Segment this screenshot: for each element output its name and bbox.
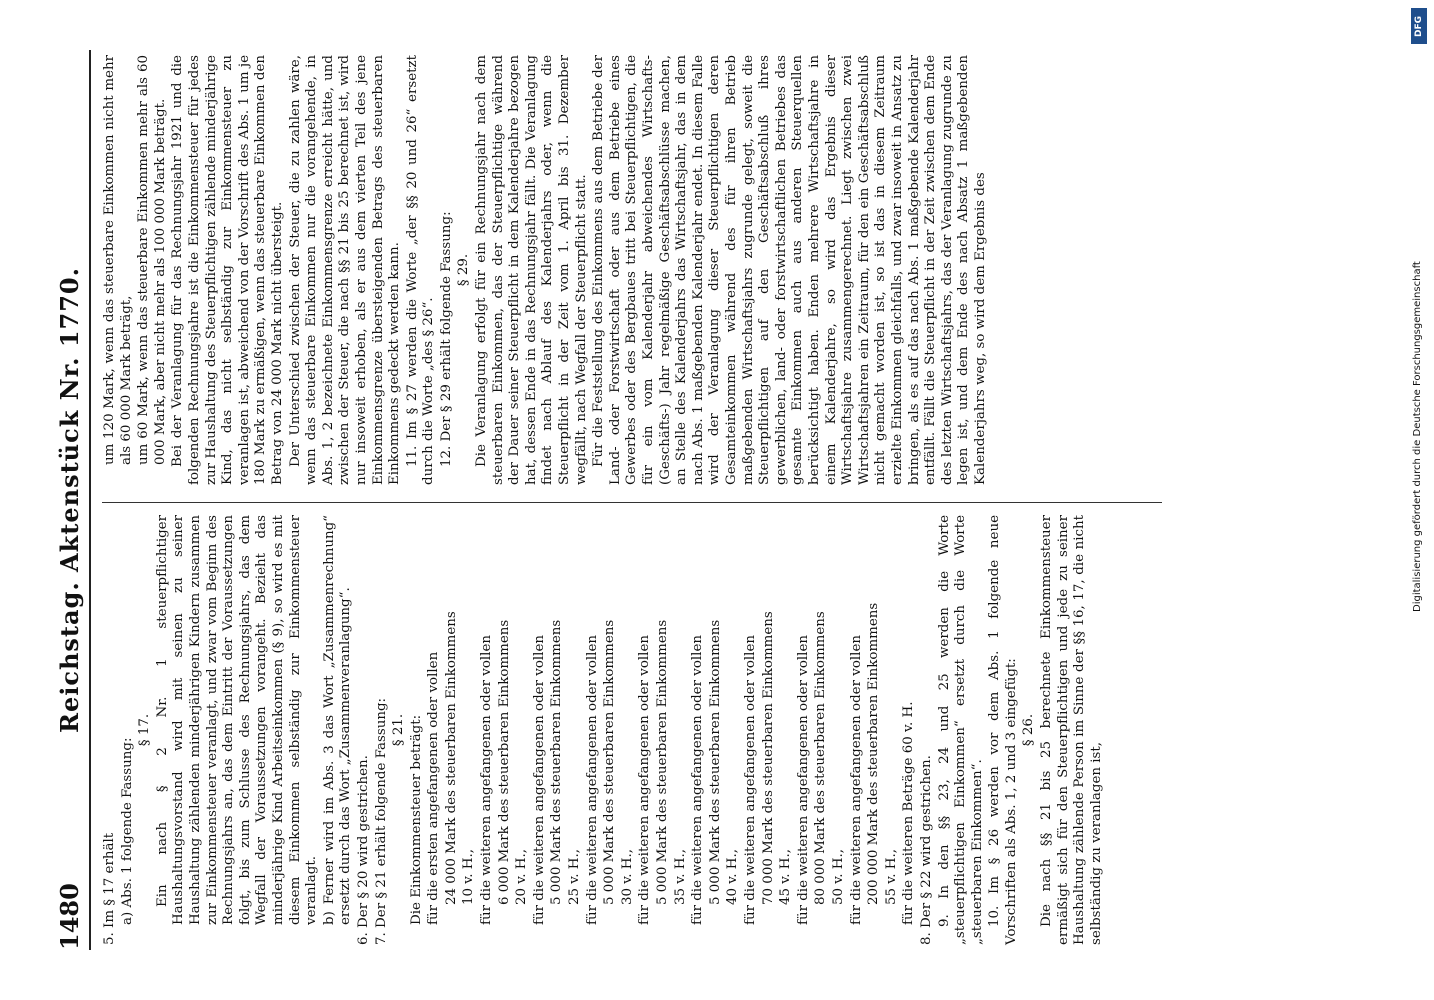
rate-row-8-percent: 50 v. H., — [830, 849, 846, 905]
digitization-note: Digitalisierung gefördert durch die Deutsche Forschungsgemeinschaft — [1412, 261, 1423, 612]
section-29-para-1: Die Veranlagung erfolgt für ein Rechnungsjahr nach dem steuerbaren Einkommen, das der Steuerpflichtige während der Dauer seiner Steuerpflicht in dem Kalenderjahre bezogen hat, dessen Ende in das Rechnungsjahr fällt. Die Veranlagung findet nach Ablauf des Kalenderjahrs oder, wenn die Steuerpflicht in der Zeit vom 1. April bis 31. Dezember wegfällt, nach Wegfall der Steuerpflicht statt. — [474, 55, 589, 485]
section-heading-26: § 26. — [1021, 713, 1037, 747]
page-header — [55, 50, 91, 950]
item-10: 10. Im § 26 werden vor dem Abs. 1 folgende neue Vorschriften als Abs. 1, 2 und 3 eingefügt: — [987, 515, 1019, 945]
reduction-1921: Bei der Veranlagung für das Rechnungsjahr 1921 und die folgenden Rechnungsjahre ist die Einkommensteuer für jedes zur Haushaltung des Steuerpflichtigen zählende minderjährige Kind, das nicht selbständig zur Einkommensteuer zu veranlagen ist, abweichend von der Vorschrift des Abs. 1 um je 180 Mark zu ermäßigen, wenn das steuerbare Einkommen den Betrag von 24 000 Mark nicht übersteigt. — [170, 55, 285, 485]
rate-row-1-lead: für die ersten angefangenen oder vollen — [426, 651, 442, 925]
section-26-text: Die nach §§ 21 bis 25 berechnete Einkommensteuer ermäßigt sich für den Steuerpflichtigen und jede zu seiner Haushaltung zählende Person im Sinne der §§ 16, 17, die nicht selbständig zu veranlagen ist, — [1039, 515, 1104, 945]
rate-row-3-lead: für die weiteren angefangenen oder vollen — [531, 634, 547, 925]
dfg-logo: DFG — [1411, 8, 1427, 44]
item-7: 7. Der § 21 erhält folgende Fassung: — [373, 697, 389, 945]
rate-row-1-percent: 10 v. H., — [461, 849, 477, 905]
rate-row-7-amount: 70 000 Mark des steuerbaren Einkommens — [760, 611, 776, 905]
rate-row-5-lead: für die weiteren angefangenen oder vollen — [637, 634, 653, 925]
section-29-para-2: Für die Feststellung des Einkommens aus dem Betriebe der Land- oder Forstwirtschaft oder aus dem Betriebe eines Gewerbes oder des Bergbaues tritt bei Steuerpflichtigen, die für ein vom Kalenderjahr abweichendes Wirtschafts- (Geschäfts-) Jahr regelmäßige Geschäftsabschlüsse machen, an Stelle des Kalenderjahrs das Wirtschaftsjahr, das in dem nach Abs. 1 maßgebenden Kalenderjahr endet. In diesem Falle wird der Veranlagung dieser Steuerpflichtigen deren Gesamteinkommen während des für ihren Betrieb maßgebenden Wirtschaftsjahrs zugrunde gelegt, soweit die Steuerpflichtigen auf den Geschäftsabschluß ihres gewerblichen, land- oder forstwirtschaftlichen Betriebes das gesamte Einkommen auch aus anderen Steuerquellen berücksichtigt haben. Enden mehrere Wirtschaftsjahre in einem Kalenderjahre, so wird das Ergebnis dieser Wirtschaftsjahre zusammengerechnet. Liegt zwischen zwei Wirtschaftsjahren ein Zeitraum, für den ein Geschäftsabschluß nicht gemacht worden ist, so ist das in diesem Zeitraum erzielte Einkommen gleichfalls, und zwar insoweit in Ansatz zu bringen, als es auf das nach Abs. 1 maßgebende Kalenderjahr entfällt. Fällt die Steuerpflicht in der Zeit zwischen dem Ende des letzten Wirtschaftsjahrs, das der Veranlagung zugrunde zu legen ist, und dem Ende des nach Absatz 1 maßgebenden Kalenderjahrs weg, so wird dem Ergebnis des — [591, 55, 988, 485]
rate-row-2-amount: 6 000 Mark des steuerbaren Einkommens — [496, 619, 512, 905]
reduction-60: um 60 Mark, wenn das steuerbare Einkommen mehr als 60 000 Mark, aber nicht mehr als 100 000 Mark beträgt. — [136, 55, 168, 465]
reduction-120: um 120 Mark, wenn das steuerbare Einkommen nicht mehr als 60 000 Mark beträgt, — [102, 55, 134, 465]
rate-row-10: für die weiteren Beträge 60 v. H. — [901, 701, 917, 925]
rate-row-9-amount: 200 000 Mark des steuerbaren Einkommens — [866, 602, 882, 905]
rate-row-6-percent: 40 v. H., — [725, 849, 741, 905]
rate-row-6-lead: für die weiteren angefangenen oder vollen — [690, 634, 706, 925]
left-column — [102, 515, 1285, 945]
item-5a: a) Abs. 1 folgende Fassung: — [119, 737, 135, 925]
rate-row-5-amount: 5 000 Mark des steuerbaren Einkommens — [655, 619, 670, 905]
rate-row-1-amount: 24 000 Mark des steuerbaren Einkommens — [443, 611, 459, 905]
rate-row-3-amount: 5 000 Mark des steuerbaren Einkommens — [549, 619, 565, 905]
rate-row-4-percent: 30 v. H., — [619, 849, 635, 905]
difference-rule: Der Unterschied zwischen der Steuer, die zu zahlen wäre, wenn das steuerbare Einkommen nur die vorangehende, in Abs. 1, 2 bezeichnete Einkommensgrenze erreicht hätte, und zwischen der Steuer, die nach §§ 21 bis 25 berechnet ist, wird nur insoweit erhoben, als er aus dem vierten Teil des jene Einkommensgrenze übersteigenden Betrags des steuerbaren Einkommens gedeckt werden kann. — [287, 55, 403, 485]
tax-rate-intro: Die Einkommensteuer beträgt: — [408, 714, 424, 925]
rate-row-8-amount: 80 000 Mark des steuerbaren Einkommens — [813, 611, 829, 905]
column-divider — [102, 502, 1162, 503]
rate-row-9-lead: für die weiteren angefangenen oder vollen — [848, 634, 864, 925]
rate-row-4-amount: 5 000 Mark des steuerbaren Einkommens — [602, 619, 618, 905]
item-5b: b) Ferner wird im Abs. 3 das Wort „Zusammenrechnung“ ersetzt durch das Wort „Zusammenveranlagung“. — [321, 515, 354, 925]
item-8: 8. Der § 22 wird gestrichen. — [918, 755, 934, 945]
rate-row-7-lead: für die weiteren angefangenen oder vollen — [742, 634, 758, 925]
item-12: 12. Der § 29 erhält folgende Fassung: — [438, 211, 454, 467]
rate-row-2-percent: 20 v. H., — [514, 849, 530, 905]
rate-row-5-percent: 35 v. H., — [672, 849, 688, 905]
section-heading-29: § 29. — [456, 253, 472, 287]
rate-row-3-percent: 25 v. H., — [567, 849, 583, 905]
item-9: 9. In den §§ 23, 24 und 25 werden die Worte „steuerpflichtigen Einkommen“ ersetzt durch die Worte „steuerbaren Einkommen“. — [936, 515, 985, 945]
section-heading-17: § 17. — [137, 713, 153, 747]
rate-row-4-lead: für die weiteren angefangenen oder vollen — [584, 634, 600, 925]
item-5: 5. Im § 17 erhält — [102, 832, 117, 945]
rate-row-9-percent: 55 v. H., — [883, 849, 899, 905]
rate-row-7-percent: 45 v. H., — [778, 849, 794, 905]
rate-row-2-lead: für die weiteren angefangenen oder vollen — [479, 634, 495, 925]
digitization-sidebar — [1410, 8, 1432, 992]
rate-row-8-lead: für die weiteren angefangenen oder vollen — [795, 634, 811, 925]
item-11: 11. Im § 27 werden die Worte „der §§ 20 und 26“ ersetzt durch die Worte „des § 26“. — [404, 55, 437, 485]
section-17-text: Ein nach § 2 Nr. 1 steuerpflichtiger Haushaltungsvorstand wird mit seinen zu seiner Haushaltung zählenden minderjährigen Kindern zusammen zur Einkommensteuer veranlagt, und zwar vom Beginn des Rechnungsjahrs an, das dem Eintritt der Voraussetzungen folgt, bis zum Schlusse des Rechnungsjahrs, das dem Wegfall der Voraussetzungen vorangeht. Bezieht das minderjährige Kind Arbeitseinkommen (§ 9), so wird es mit diesem Einkommen selbständig zur Einkommensteuer veranlagt. — [154, 515, 320, 925]
section-heading-21: § 21. — [391, 713, 407, 747]
page-title: Reichstag. Aktenstück Nr. 1770. — [55, 267, 84, 733]
item-6: 6. Der § 20 wird gestrichen. — [355, 755, 371, 945]
rate-row-6-amount: 5 000 Mark des steuerbaren Einkommens — [707, 619, 723, 905]
page-number: 1480 — [55, 883, 84, 950]
right-column — [102, 55, 1285, 485]
